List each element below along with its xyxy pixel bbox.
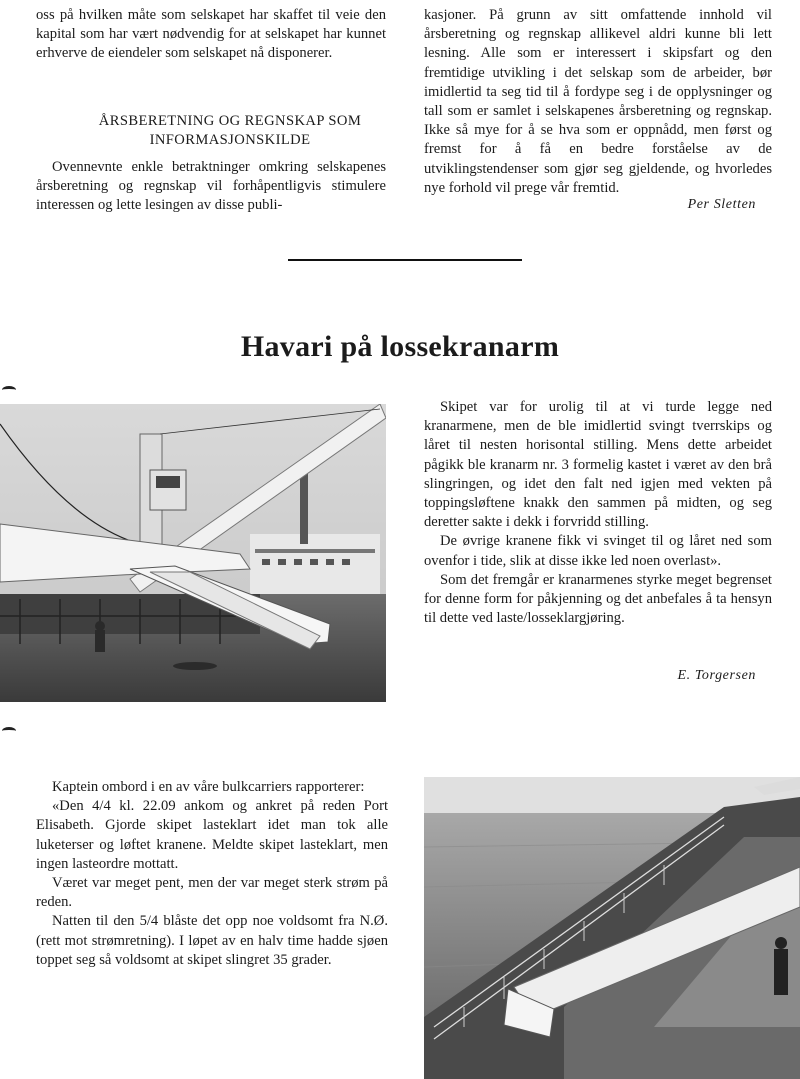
section-heading xyxy=(60,112,400,150)
section-heading-line-1: ÅRSBERETNING OG REGNSKAP SOM xyxy=(98,113,362,129)
photo-collapsed-crane xyxy=(0,404,386,702)
article-left-paragraph-4: Natten til den 5/4 blåste det opp noe voldsomt fra N.Ø. (rett mot strømretning). I løpet av en halv time hadde sjøen toppet seg så voldsomt at skipet slingret 35 grader. xyxy=(36,913,388,968)
margin-mark xyxy=(2,386,16,394)
top-left-paragraph-2: Ovennevnte enkle betraktninger omkring selskapenes årsberetning og regnskap vil forhåpentligvis stimulere interessen og lette lesingen av disse publi- xyxy=(36,159,386,214)
ship-deck-photo-illustration xyxy=(424,777,800,1079)
photo-ship-deck-at-sea xyxy=(424,777,800,1079)
top-right-paragraph: kasjoner. På grunn av sitt omfattende innhold vil årsberetning og regnskap allikevel aldri kunne bli lett lesning. Alle som er interessert i skipsfart og den fremtidige utvikling i det selskap som de arbeider, bør imidlertid ta seg tid til å fordype seg i de opplysninger og tall som er samlet i selskapenes årsberetning og regnskap. Ikke så mye for å se hva som er oppnådd, men først og fremst for å få en bedre forståelse av de utviklingstendenser som gjør seg gjeldende, og hvorledes nye forhold vil prege vår fremtid. xyxy=(424,7,772,196)
margin-mark xyxy=(2,727,16,735)
article-right-column xyxy=(424,398,772,628)
article-right-paragraph-1: Skipet var for urolig til at vi turde legge ned kranarmene, men de ble imidlertid svingt tverrskips og låret til nesten horisontal stilling. Mens dette arbeidet pågikk ble kranarm nr. 3 formelig kastet i været av den brå slingringen, og idet den falt ned igjen med vekten på toppingsløftene knakk den sammen på midten, og seg deretter sakte i dekk i forvridd stilling. xyxy=(424,399,772,531)
top-left-paragraph-1: oss på hvilken måte som selskapet har skaffet til veie den kapital som har vært nødvendig for at selskapet har kunnet erhverve de eiendeler som selskapet nå disponerer. xyxy=(36,7,386,62)
signature-per-sletten: Per Sletten xyxy=(687,197,756,212)
article-left-paragraph-3: Været var meget pent, men der var meget sterk strøm på reden. xyxy=(36,875,388,911)
article-right-paragraph-2: De øvrige kranene fikk vi svinget til og låret ned som ovenfor i tide, slik at disse ikke led noen overlast». xyxy=(424,533,772,569)
article-left-paragraph-1: Kaptein ombord i en av våre bulkcarriers rapporterer: xyxy=(52,779,365,795)
article-left-paragraph-2: «Den 4/4 kl. 22.09 ankom og ankret på reden Port Elisabeth. Gjorde skipet lasteklart idet man tok alle luketerser og løftet kranene. Meldte skipet lasteklart, men ingen lasteordre mottatt. xyxy=(36,798,388,872)
section-heading-line-2: INFORMASJONSKILDE xyxy=(149,132,311,148)
article-right-paragraph-3: Som det fremgår er kranarmenes styrke meget begrenset for denne form for påkjenning og det anbefales å ta hensyn til dette ved laste/losseklargjøring. xyxy=(424,571,772,627)
article-left-column xyxy=(36,778,388,970)
signature-e-torgersen: E. Torgersen xyxy=(677,668,756,683)
divider-rule xyxy=(288,259,522,261)
article-title: Havari på lossekranarm xyxy=(240,330,560,363)
crane-photo-illustration xyxy=(0,404,386,702)
